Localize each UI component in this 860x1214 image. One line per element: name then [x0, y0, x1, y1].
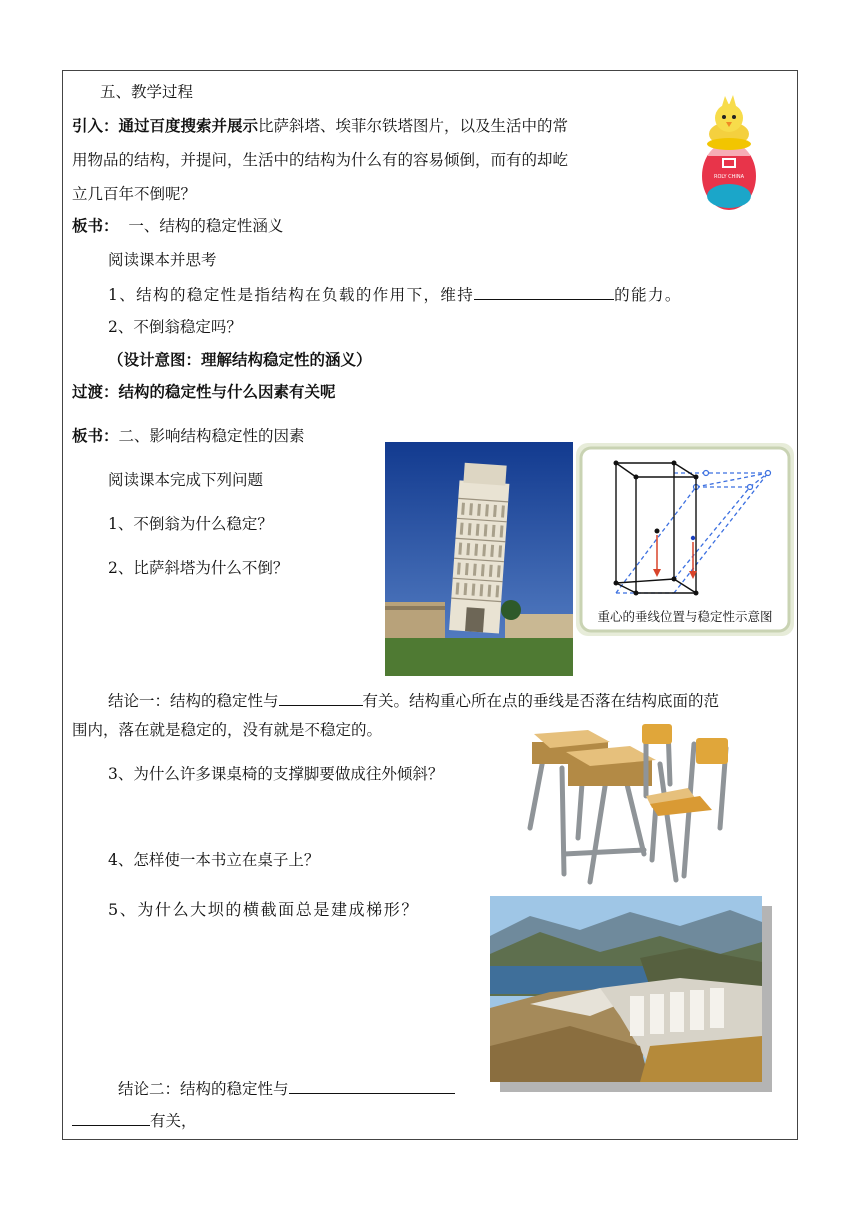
board-1-label: 板书： [72, 216, 119, 235]
board-2-text: 二、影响结构稳定性的因素 [118, 427, 305, 445]
toy-label: ROLY CHINA [713, 174, 745, 180]
question-7: 5、为什么大坝的横截面总是建成梯形？ [108, 900, 419, 919]
question-3: 1、不倒翁为什么稳定？ [108, 515, 273, 533]
intro-text-1: 比萨斜塔、埃菲尔铁塔图片，以及生活中的常 [258, 117, 569, 135]
answer-blank-1[interactable] [474, 284, 614, 300]
intro-line-2: 用物品的结构，并提问，生活中的结构为什么有的容易倾倒，而有的却屹 [72, 151, 569, 169]
tumbler-toy-image [698, 92, 760, 214]
question-5: 3、为什么许多课桌椅的支撑脚要做成往外倾斜？ [108, 765, 444, 783]
intro-label: 引入： [72, 116, 119, 135]
question-2: 2、不倒翁稳定吗？ [108, 318, 242, 336]
conclusion-2-line-2 [72, 1110, 197, 1131]
read-instruction-2: 阅读课本完成下列问题 [108, 471, 264, 489]
answer-blank-2[interactable] [279, 690, 363, 706]
question-1-suffix: 的能力。 [614, 286, 682, 304]
question-6: 4、怎样使一本书立在桌子上？ [108, 851, 320, 869]
conclusion-1-line-2: 围内，落在就是稳定的，没有就是不稳定的。 [72, 721, 383, 739]
answer-blank-3[interactable] [289, 1078, 455, 1094]
desk-chair-image [520, 724, 732, 890]
intro-line-1 [72, 116, 568, 136]
intro-bold: 通过百度搜索并展示 [118, 116, 259, 135]
question-1 [108, 284, 682, 305]
question-4: 2、比萨斜塔为什么不倒？ [108, 559, 289, 577]
board-2 [72, 426, 305, 446]
conclusion-2-text: 结论二：结构的稳定性与 [118, 1080, 289, 1098]
read-instruction-1: 阅读课本并思考 [108, 251, 217, 269]
conclusion-1 [108, 690, 719, 711]
conclusion-1-suffix: 有关。结构重心所在点的垂线是否落在结构底面的范 [362, 692, 720, 710]
section-title: 五、教学过程 [100, 83, 194, 101]
dam-photo [490, 896, 762, 1082]
transition-text: 过渡：结构的稳定性与什么因素有关呢 [72, 382, 336, 401]
design-intent: （设计意图：理解结构稳定性的涵义） [108, 350, 372, 369]
gravity-diagram [576, 443, 794, 636]
conclusion-2-suffix: 有关， [150, 1112, 197, 1130]
intro-line-3: 立几百年不倒呢？ [72, 185, 197, 203]
conclusion-2 [118, 1078, 455, 1099]
board-1-text: 一、结构的稳定性涵义 [128, 217, 284, 235]
diagram-caption: 重心的垂线位置与稳定性示意图 [597, 609, 773, 624]
question-1-text: 1、结构的稳定性是指结构在负载的作用下，维持 [108, 286, 475, 304]
board-1 [72, 216, 283, 236]
board-2-label: 板书： [72, 426, 119, 445]
answer-blank-4[interactable] [72, 1110, 150, 1126]
conclusion-1-text: 结论一：结构的稳定性与 [108, 692, 279, 710]
leaning-tower-photo [385, 442, 573, 676]
